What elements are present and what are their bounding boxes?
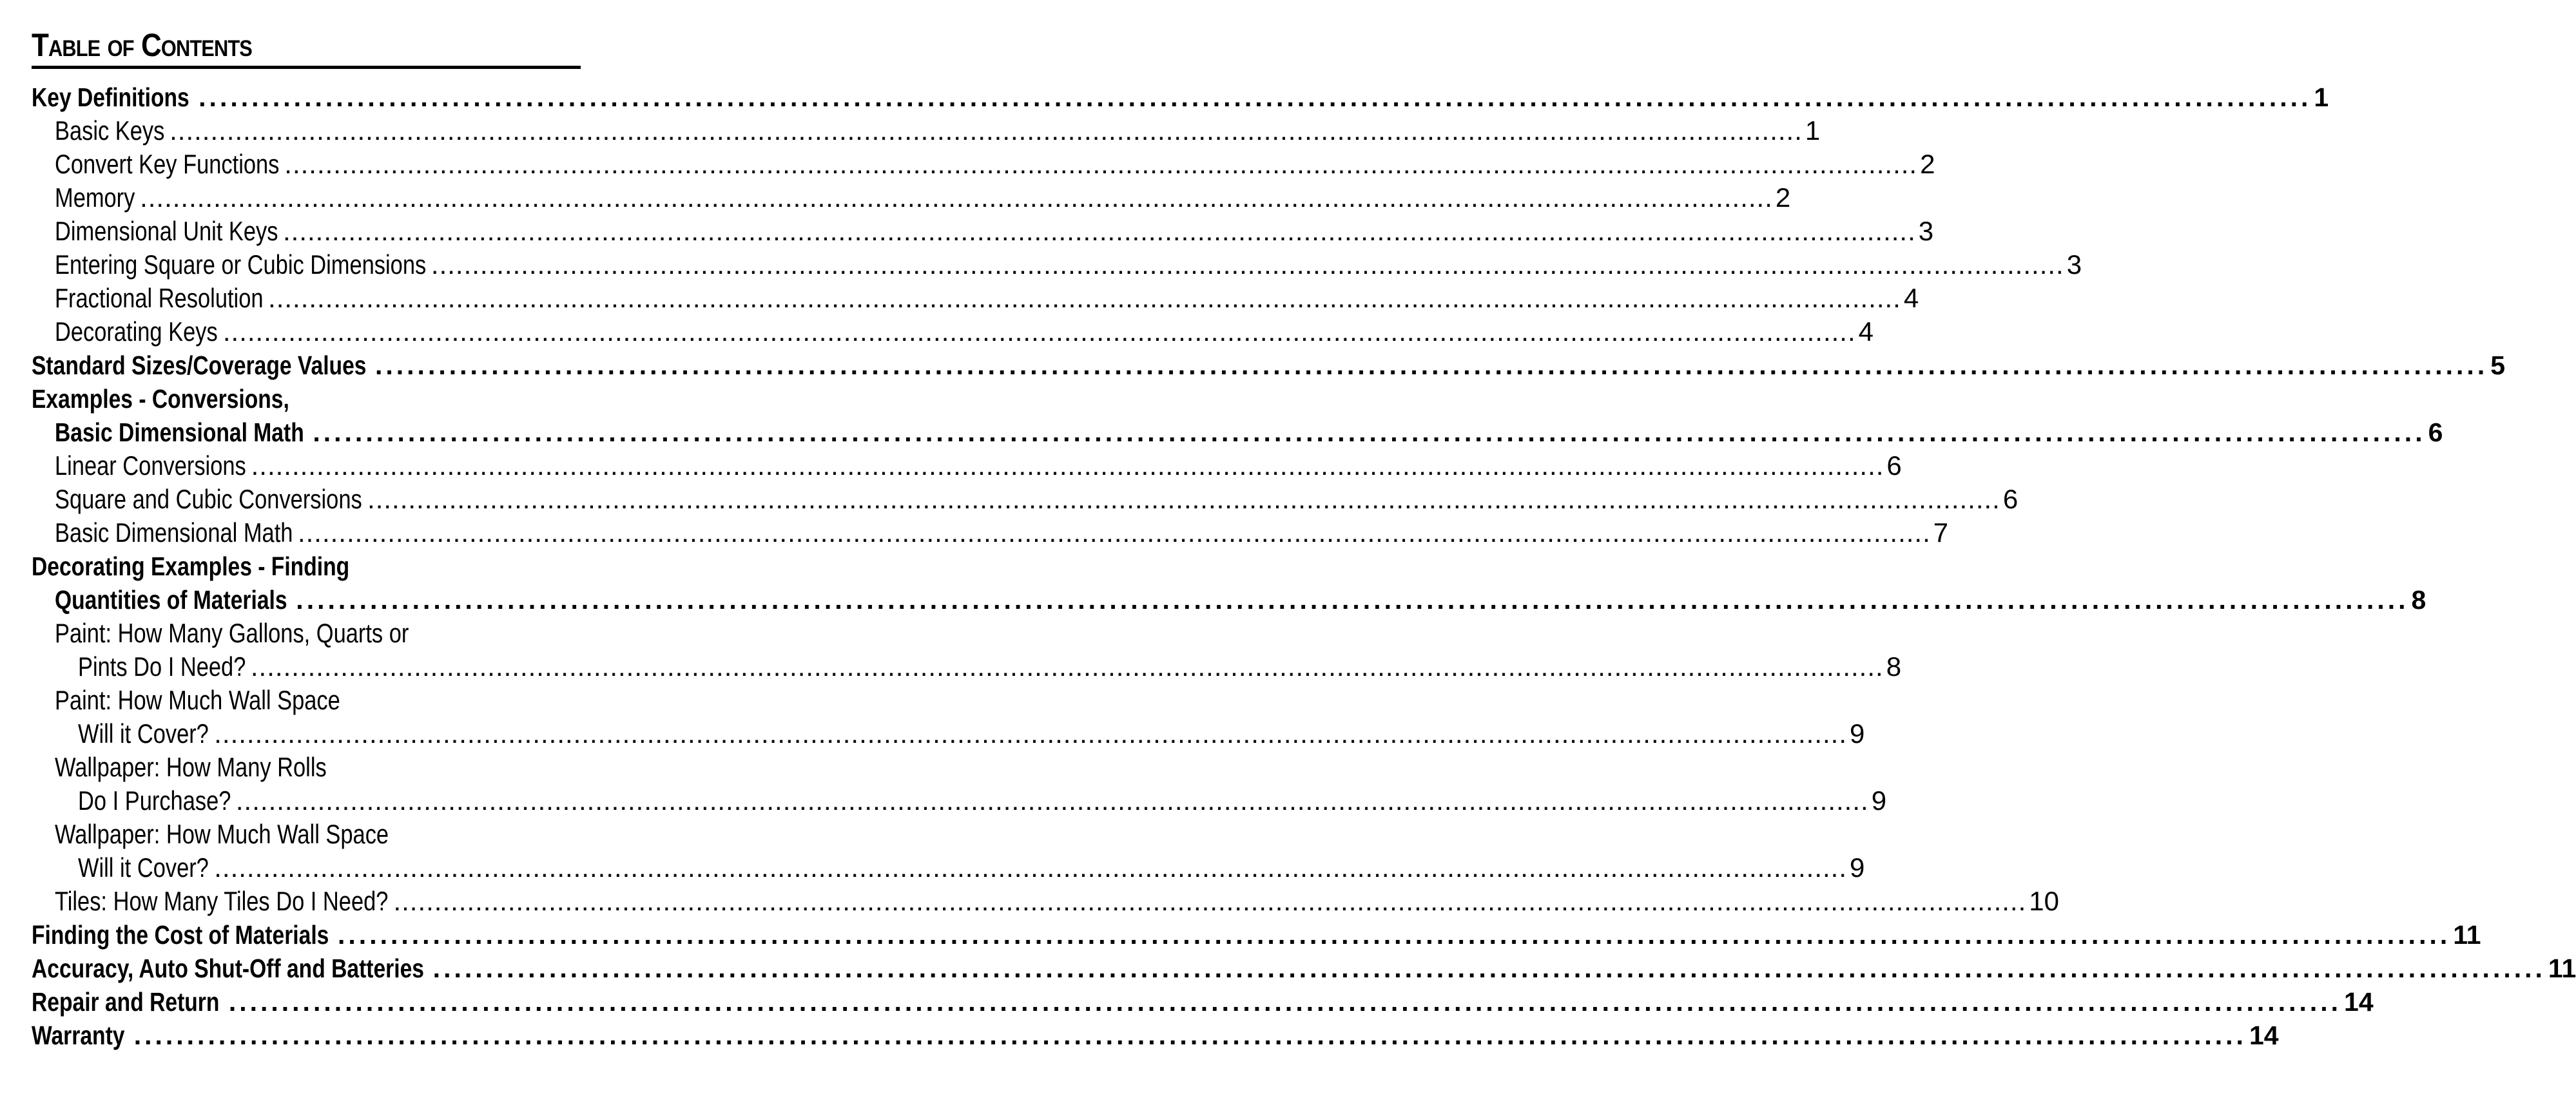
toc-entry[interactable] [55,248,2082,282]
toc-entry[interactable] [78,717,1865,751]
toc-entry-page: 3 [2066,249,2082,280]
toc-entry[interactable] [55,449,1902,483]
toc-entry-page: 1 [1805,115,1821,146]
toc-entry-label: Fractional Resolution [55,283,264,313]
dot-leader: ........................................................................................................................................................................................................ [313,417,2426,447]
toc-entry[interactable] [55,315,1874,349]
toc-entry[interactable] [55,114,1821,148]
toc-entry-page: 5 [2490,350,2506,380]
dot-leader: ........................................................................................................................................................................................................ [268,283,1901,313]
dot-leader: ........................................................................................................................................................................................................ [214,852,1848,883]
dot-leader: ........................................................................................................................................................................................................ [393,886,2027,916]
toc-entry[interactable] [32,1019,2279,1052]
dot-leader: ........................................................................................................................................................................................................ [228,987,2342,1017]
dot-leader: ........................................................................................................................................................................................................ [199,82,2312,112]
toc-entry-label: Standard Sizes/Coverage Values [32,350,367,380]
toc-entry[interactable] [78,851,1865,885]
toc-entry-label: Pints Do I Need? [78,651,246,682]
dot-leader: ........................................................................................................................................................................................................ [282,216,1916,246]
toc-entry[interactable] [32,918,2481,952]
toc-entry[interactable] [32,952,2576,985]
toc-entry-label: Entering Square or Cubic Dimensions [55,249,427,280]
toc-entry[interactable] [55,215,1934,248]
toc-entry-page: 14 [2249,1021,2279,1050]
dot-leader: ........................................................................................................................................................................................................ [169,115,1803,146]
toc-entry-label: Quantities of Materials [55,585,287,615]
toc-entry[interactable] [55,516,1949,550]
toc-entry-label: Convert Key Functions [55,149,280,179]
dot-leader: ........................................................................................................................................................................................................ [432,954,2546,983]
toc-entry-label: Accuracy, Auto Shut-Off and Batteries [32,954,424,983]
toc-entry[interactable] [55,483,2019,516]
toc-entry-page: 6 [1886,450,1902,481]
toc-entry-page: 14 [2344,987,2374,1017]
toc-entry-page: 3 [1918,216,1934,246]
toc-entry[interactable] [78,784,1887,818]
toc-entry-label: Examples - Conversions, [32,384,289,414]
toc-entry-page: 9 [1871,785,1887,816]
toc-entry[interactable] [55,181,1791,215]
toc-entry-page: 10 [2029,886,2059,916]
toc-list [32,81,2576,1052]
toc-entry[interactable] [32,550,572,583]
toc-entry-label: Key Definitions [32,82,189,112]
toc-page [32,26,2576,1052]
dot-leader: ........................................................................................................................................................................................................ [284,149,1918,179]
dot-leader: ........................................................................................................................................................................................................ [431,249,2064,280]
toc-entry-label: Decorating Keys [55,316,218,347]
title-underline [32,66,581,69]
toc-entry-page: 6 [2428,417,2443,447]
toc-entry-label: Will it Cover? [78,852,209,883]
toc-entry-page: 2 [1920,149,1935,179]
toc-entry-page: 9 [1850,852,1865,883]
toc-entry[interactable] [55,416,2443,449]
toc-entry-label: Dimensional Unit Keys [55,216,278,246]
toc-entry-page: 2 [1775,182,1791,213]
toc-entry-page: 11 [2453,920,2481,950]
toc-entry-label: Square and Cubic Conversions [55,484,362,514]
toc-entry[interactable] [55,885,2059,918]
toc-entry-label: Paint: How Many Gallons, Quarts or [55,618,409,648]
toc-entry-label: Will it Cover? [78,718,209,749]
toc-entry-label: Wallpaper: How Much Wall Space [55,819,389,849]
dot-leader: ........................................................................................................................................................................................................ [251,450,1884,481]
toc-entry-label: Linear Conversions [55,450,246,481]
toc-entry[interactable] [55,818,572,851]
dot-leader: ........................................................................................................................................................................................................ [296,585,2409,615]
toc-entry-label: Memory [55,182,135,213]
toc-entry[interactable] [55,282,1919,315]
toc-entry-label: Tiles: How Many Tiles Do I Need? [55,886,389,916]
toc-entry[interactable] [55,583,2426,617]
toc-entry[interactable] [55,148,1935,181]
toc-entry-label: Basic Dimensional Math [55,417,304,447]
toc-entry[interactable] [55,751,572,784]
page-title: Table of Contents [32,27,252,63]
toc-entry[interactable] [78,650,1902,684]
toc-entry-page: 6 [2002,484,2019,514]
toc-entry-page: 11 [2548,954,2576,983]
dot-leader: ........................................................................................................................................................................................................ [374,350,2488,380]
toc-entry[interactable] [55,684,572,717]
dot-leader: ........................................................................................................................................................................................................ [235,785,1869,816]
toc-entry-page: 9 [1850,718,1865,749]
dot-leader: ........................................................................................................................................................................................................ [133,1021,2247,1050]
toc-entry-page: 1 [2314,82,2329,112]
toc-entry-label: Warranty [32,1021,125,1050]
dot-leader: ........................................................................................................................................................................................................ [297,517,1931,548]
toc-entry-label: Paint: How Much Wall Space [55,685,340,715]
toc-entry-label: Wallpaper: How Many Rolls [55,752,327,782]
toc-entry-page: 8 [2411,585,2426,615]
toc-entry-label: Do I Purchase? [78,785,231,816]
toc-entry-label: Decorating Examples - Finding [32,552,350,581]
toc-entry[interactable] [55,617,572,650]
toc-entry-page: 4 [1858,316,1874,347]
toc-entry-label: Finding the Cost of Materials [32,920,329,950]
toc-entry-page: 7 [1933,517,1949,548]
toc-entry[interactable] [32,349,2506,382]
dot-leader: ........................................................................................................................................................................................................ [140,182,1773,213]
toc-entry-label: Basic Dimensional Math [55,517,293,548]
dot-leader: ........................................................................................................................................................................................................ [222,316,1856,347]
toc-entry[interactable] [32,81,2329,114]
dot-leader: ........................................................................................................................................................................................................ [250,651,1884,682]
toc-entry-page: 4 [1903,283,1919,313]
dot-leader: ........................................................................................................................................................................................................ [367,484,2000,514]
toc-entry[interactable] [32,985,2374,1019]
toc-entry-label: Repair and Return [32,987,220,1017]
toc-entry-label: Basic Keys [55,115,165,146]
dot-leader: ........................................................................................................................................................................................................ [338,920,2451,950]
toc-entry[interactable] [32,382,572,416]
dot-leader: ........................................................................................................................................................................................................ [214,718,1848,749]
toc-entry-page: 8 [1886,651,1902,682]
